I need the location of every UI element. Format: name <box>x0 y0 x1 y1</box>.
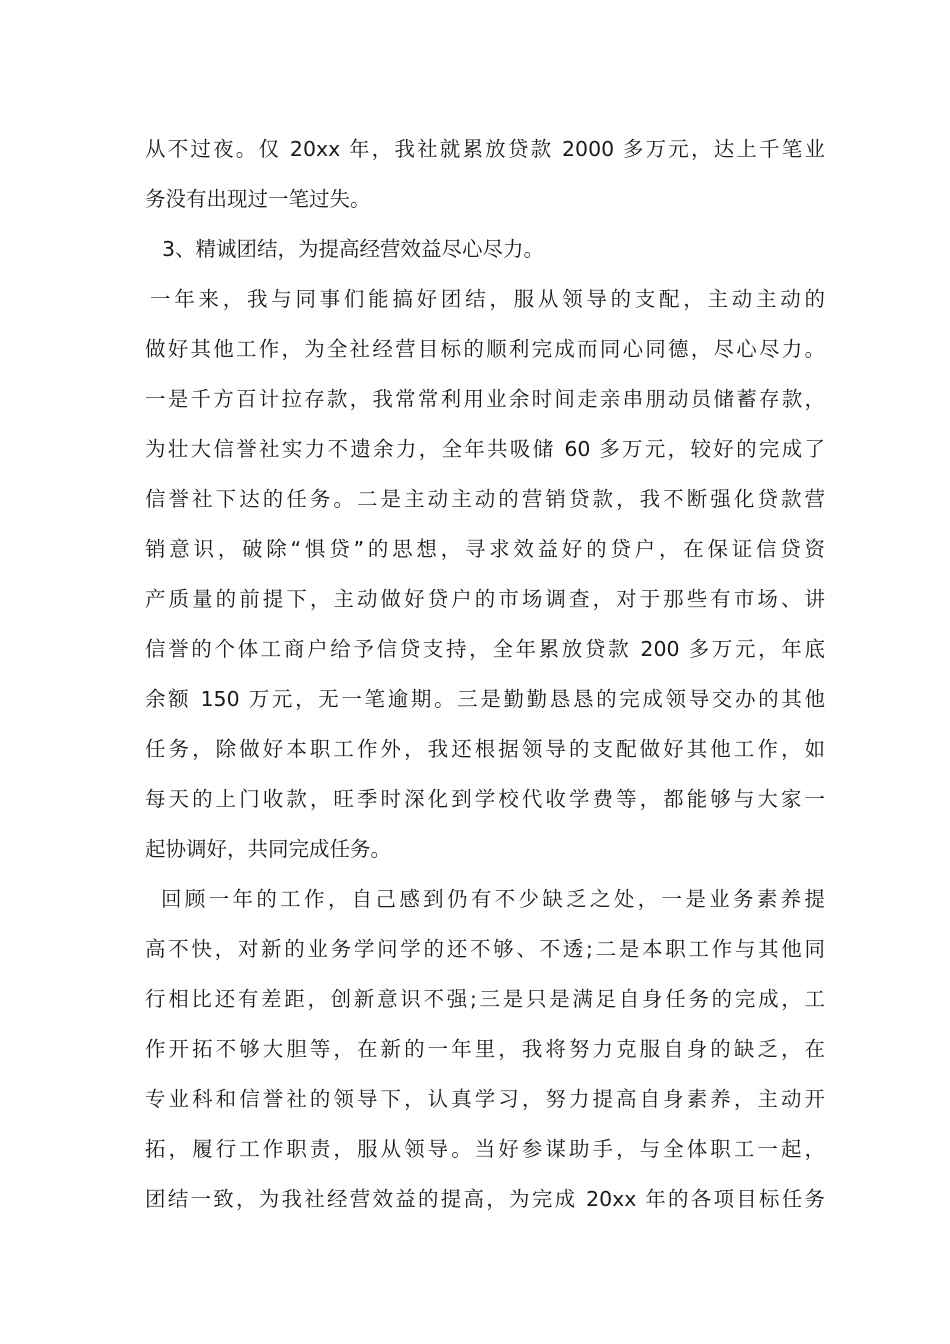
text-line: 一是千方百计拉存款，我常常利用业余时间走亲串朋动员储蓄存款， <box>145 387 825 411</box>
text-line: 起协调好，共同完成任务。 <box>145 837 391 861</box>
text-line: 做好其他工作，为全社经营目标的顺利完成而同心同德，尽心尽力。 <box>145 337 825 361</box>
text-line: 务没有出现过一笔过失。 <box>145 187 371 211</box>
text-line: 作开拓不够大胆等，在新的一年里，我将努力克服自身的缺乏，在 <box>145 1037 825 1061</box>
text-line: 为壮大信誉社实力不遗余力，全年共吸储 60 多万元，较好的完成了 <box>145 437 825 461</box>
text-line: 信誉社下达的任务。二是主动主动的营销贷款，我不断强化贷款营 <box>145 487 825 511</box>
text-line: 信誉的个体工商户给予信贷支持，全年累放贷款 200 多万元，年底 <box>145 637 825 661</box>
text-line: 行相比还有差距，创新意识不强;三是只是满足自身任务的完成，工 <box>145 987 825 1011</box>
text-line: 团结一致，为我社经营效益的提高，为完成 20xx 年的各项目标任务 <box>145 1187 825 1211</box>
section-heading: 3、精诚团结，为提高经营效益尽心尽力。 <box>162 237 545 261</box>
text-line: 每天的上门收款，旺季时深化到学校代收学费等，都能够与大家一 <box>145 787 825 811</box>
text-line: 专业科和信誉社的领导下，认真学习，努力提高自身素养，主动开 <box>145 1087 825 1111</box>
text-line: 高不快，对新的业务学问学的还不够、不透;二是本职工作与其他同 <box>145 937 825 961</box>
text-line: 回顾一年的工作，自己感到仍有不少缺乏之处，一是业务素养提 <box>161 887 825 911</box>
text-line: 余额 150 万元，无一笔逾期。三是勤勤恳恳的完成领导交办的其他 <box>145 687 825 711</box>
text-line: 销意识，破除“惧贷”的思想，寻求效益好的贷户，在保证信贷资 <box>145 537 825 561</box>
text-line: 产质量的前提下，主动做好贷户的市场调查，对于那些有市场、讲 <box>145 587 825 611</box>
text-line: 一年来，我与同事们能搞好团结，服从领导的支配，主动主动的 <box>150 287 825 311</box>
text-line: 任务，除做好本职工作外，我还根据领导的支配做好其他工作，如 <box>145 737 825 761</box>
text-line: 从不过夜。仅 20xx 年，我社就累放贷款 2000 多万元，达上千笔业 <box>145 137 825 161</box>
text-line: 拓，履行工作职责，服从领导。当好参谋助手，与全体职工一起， <box>145 1137 825 1161</box>
